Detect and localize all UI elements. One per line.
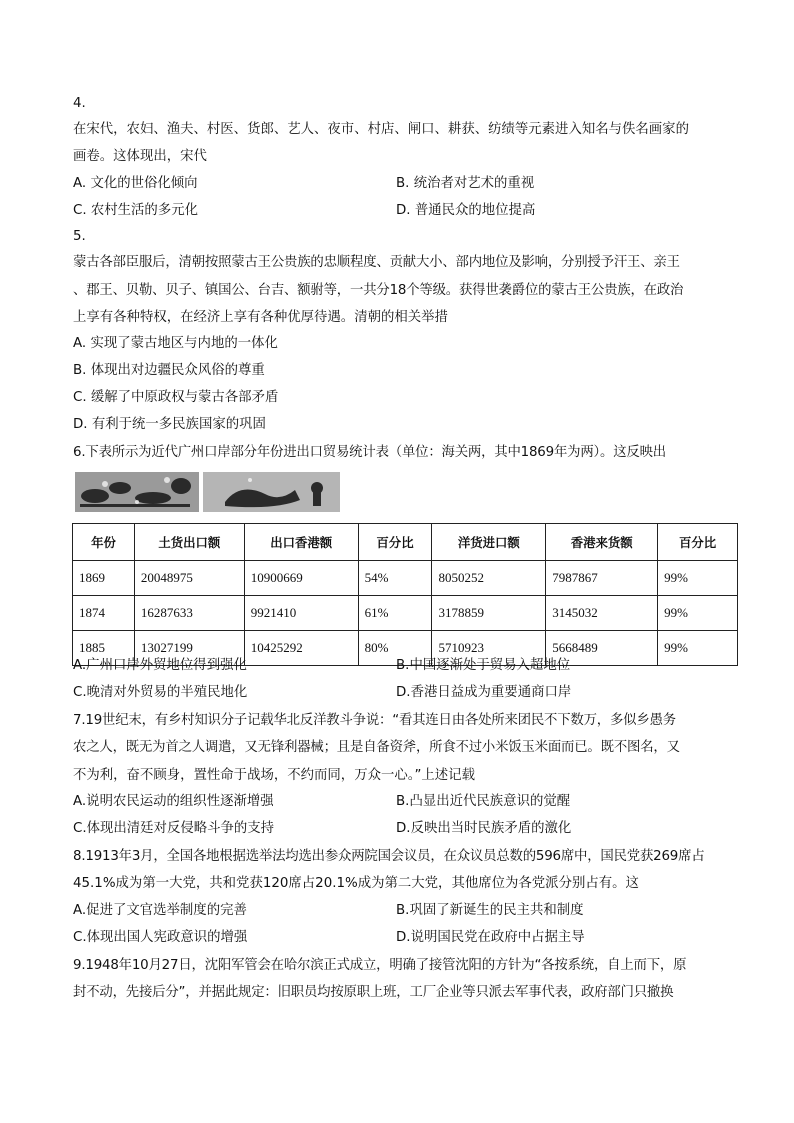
q5-stem-line1: 蒙古各部臣服后，清朝按照蒙古王公贵族的忠顺程度、贡献大小、部内地位及影响，分别授予汗王、亲王 bbox=[73, 255, 680, 270]
cell: 10425292 bbox=[244, 631, 358, 666]
cell: 9921410 bbox=[244, 596, 358, 631]
q8-stem-line2: 45.1%成为第一大党，共和党获120席占20.1%成为第二大党，其他席位为各党派分别占有。这 bbox=[73, 876, 639, 891]
q4-option-b: B. 统治者对艺术的重视 bbox=[396, 176, 535, 191]
q5-option-c: C. 缓解了中原政权与蒙古各部矛盾 bbox=[73, 390, 279, 405]
cell: 99% bbox=[658, 596, 738, 631]
q4-option-c: C. 农村生活的多元化 bbox=[73, 203, 198, 218]
q8-option-a: A.促进了文官选举制度的完善 bbox=[73, 903, 247, 918]
q5-option-d: D. 有利于统一多民族国家的巩固 bbox=[73, 417, 266, 432]
cell: 54% bbox=[358, 561, 432, 596]
q4-option-d: D. 普通民众的地位提高 bbox=[396, 203, 536, 218]
q5-option-b: B. 体现出对边疆民众风俗的尊重 bbox=[73, 363, 265, 378]
trade-statistics-table bbox=[72, 523, 738, 666]
q8-stem-line1: 8.1913年3月，全国各地根据选举法均选出参众两院国会议员，在众议员总数的596席中，国民党获269席占 bbox=[73, 849, 705, 864]
header-export-hongkong: 出口香港额 bbox=[244, 524, 358, 561]
header-foreign-import: 洋货进口额 bbox=[432, 524, 546, 561]
header-native-export: 土货出口额 bbox=[134, 524, 244, 561]
q6-option-c: C.晚清对外贸易的半殖民地化 bbox=[73, 685, 248, 700]
q6-option-b: B.中国逐渐处于贸易入超地位 bbox=[396, 658, 571, 673]
cell: 99% bbox=[658, 561, 738, 596]
header-percent-1: 百分比 bbox=[358, 524, 432, 561]
q7-option-a: A.说明农民运动的组织性逐渐增强 bbox=[73, 794, 274, 809]
q7-stem-line3: 不为利，奋不顾身，置性命于战场，不约而同，万众一心。”上述记载 bbox=[73, 768, 475, 783]
q4-number: 4. bbox=[73, 96, 86, 111]
cell: 5710923 bbox=[432, 631, 546, 666]
q8-option-d: D.说明国民党在政府中占据主导 bbox=[396, 930, 585, 945]
q7-option-b: B.凸显出近代民族意识的觉醒 bbox=[396, 794, 571, 809]
header-hongkong-import: 香港来货额 bbox=[546, 524, 658, 561]
header-percent-2: 百分比 bbox=[658, 524, 738, 561]
table-row bbox=[73, 561, 738, 596]
cell: 5668489 bbox=[546, 631, 658, 666]
cell: 16287633 bbox=[134, 596, 244, 631]
q5-option-a: A. 实现了蒙古地区与内地的一体化 bbox=[73, 336, 278, 351]
q9-stem-line1: 9.1948年10月27日，沈阳军管会在哈尔滨正式成立，明确了接管沈阳的方针为“各按系统，自上而下，原 bbox=[73, 958, 687, 973]
cell: 10900669 bbox=[244, 561, 358, 596]
cell: 8050252 bbox=[432, 561, 546, 596]
cell: 1874 bbox=[73, 596, 135, 631]
cell: 80% bbox=[358, 631, 432, 666]
q8-option-b: B.巩固了新诞生的民主共和制度 bbox=[396, 903, 584, 918]
table-row bbox=[73, 596, 738, 631]
table-header-row bbox=[73, 524, 738, 561]
q6-stem: 6.下表所示为近代广州口岸部分年份进出口贸易统计表（单位：海关两，其中1869年为两）。这反映出 bbox=[73, 445, 666, 460]
cell: 7987867 bbox=[546, 561, 658, 596]
cell: 61% bbox=[358, 596, 432, 631]
q6-option-d: D.香港日益成为重要通商口岸 bbox=[396, 685, 572, 700]
cell: 13027199 bbox=[134, 631, 244, 666]
cell: 1869 bbox=[73, 561, 135, 596]
q5-stem-line3: 上享有各种特权，在经济上享有各种优厚待遇。清朝的相关举措 bbox=[73, 310, 448, 325]
q4-stem-line1: 在宋代，农妇、渔夫、村医、货郎、艺人、夜市、村店、闸口、耕获、纺绩等元素进入知名与佚名画家的 bbox=[73, 122, 689, 137]
header-year: 年份 bbox=[73, 524, 135, 561]
q6-option-a: A.广州口岸外贸地位得到强化 bbox=[73, 658, 247, 673]
cell: 1885 bbox=[73, 631, 135, 666]
q7-stem-line1: 7.19世纪末，有乡村知识分子记载华北反洋教斗争说：“看其连日由各处所来团民不下数万，多似乡愚务 bbox=[73, 713, 676, 728]
q7-stem-line2: 农之人，既无为首之人调遣，又无锋利器械；且是自备资斧，所食不过小米饭玉米面而已。既不图名，又 bbox=[73, 740, 680, 755]
cell: 3145032 bbox=[546, 596, 658, 631]
cell: 20048975 bbox=[134, 561, 244, 596]
q9-stem-line2: 封不动，先接后分”，并据此规定：旧职员均按原职上班，工厂企业等只派去军事代表，政府部门只撤换 bbox=[73, 985, 674, 1000]
cell: 99% bbox=[658, 631, 738, 666]
q8-option-c: C.体现出国人宪政意识的增强 bbox=[73, 930, 248, 945]
q4-option-a: A. 文化的世俗化倾向 bbox=[73, 176, 198, 191]
q5-number: 5. bbox=[73, 229, 86, 244]
q7-option-d: D.反映出当时民族矛盾的激化 bbox=[396, 821, 572, 836]
q5-stem-line2: 、郡王、贝勒、贝子、镇国公、台吉、额驸等，一共分18个等级。获得世袭爵位的蒙古王公贵族，在政治 bbox=[73, 283, 684, 298]
q7-option-c: C.体现出清廷对反侵略斗争的支持 bbox=[73, 821, 275, 836]
decorative-rubbing-image bbox=[75, 472, 340, 512]
cell: 3178859 bbox=[432, 596, 546, 631]
q4-stem-line2: 画卷。这体现出，宋代 bbox=[73, 149, 207, 164]
